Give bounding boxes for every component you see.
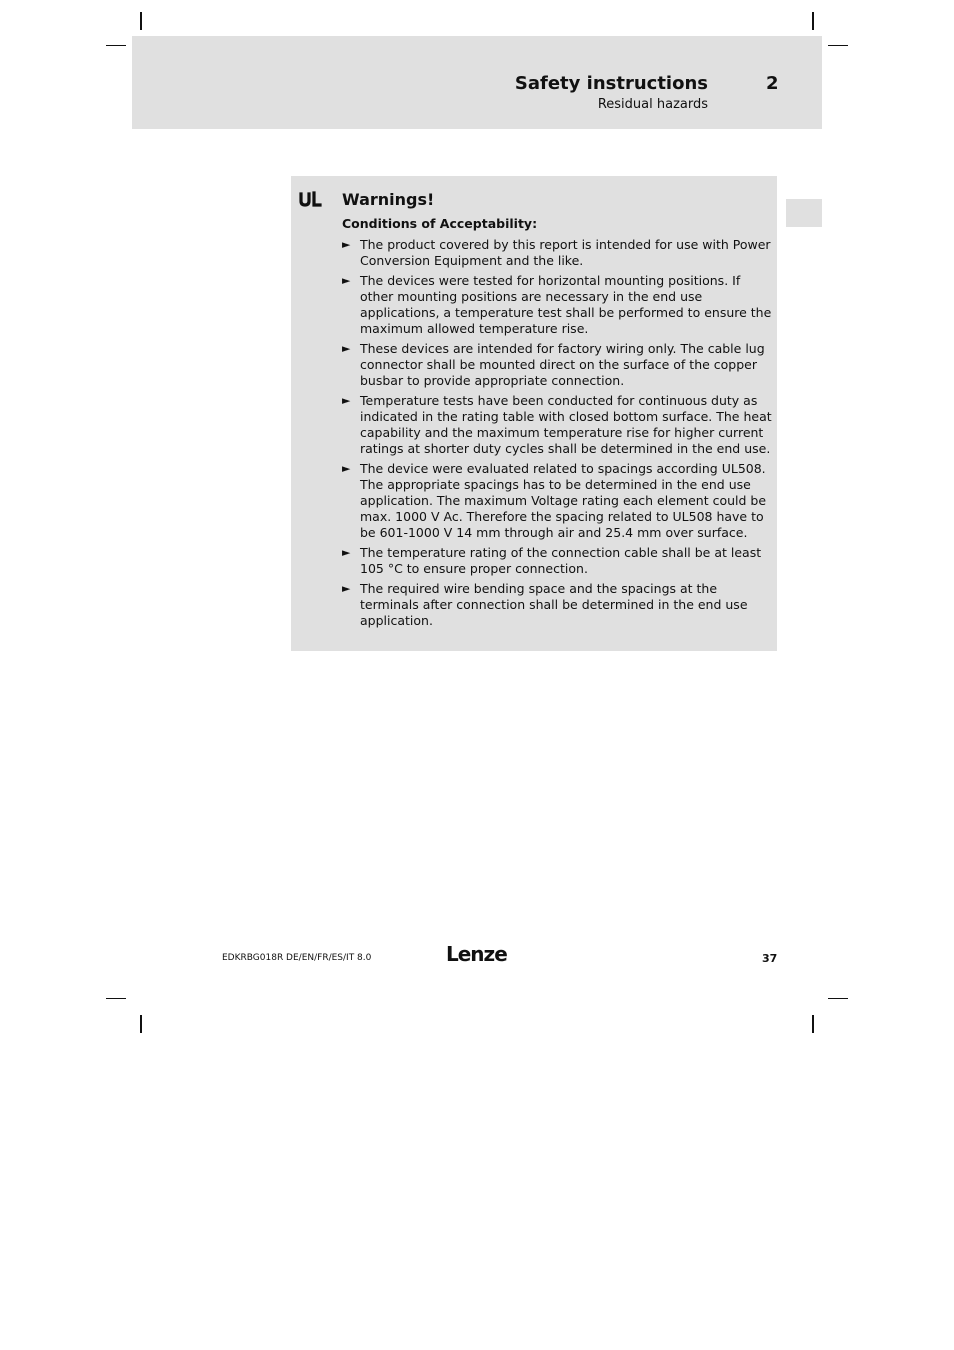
bullet-arrow-icon: ► [342, 546, 351, 559]
section-subtitle: Residual hazards [597, 97, 708, 112]
bullet-arrow-icon: ► [342, 238, 351, 251]
crop-mark [812, 12, 814, 30]
list-item-text: Temperature tests have been conducted for continuous duty as indicated in the rating table with closed bottom surface. The heat capability and the maximum temperature rise for higher current ratings at shorter duty cycles shall be determined in the end use. [360, 393, 772, 456]
conditions-heading: Conditions of Acceptability: [342, 216, 538, 231]
crop-mark [106, 45, 126, 46]
crop-mark [812, 1015, 814, 1033]
chapter-number: 2 [766, 73, 779, 94]
chapter-side-tab [786, 199, 822, 227]
warning-title: Warnings! [342, 190, 435, 209]
list-item [342, 237, 772, 269]
list-item-text: The product covered by this report is intended for use with Power Conversion Equipment and the like. [360, 237, 771, 268]
chapter-title: Safety instructions [514, 73, 708, 94]
header-band [132, 36, 822, 129]
list-item [342, 273, 772, 337]
ul-listing-icon [297, 190, 323, 208]
bullet-list [342, 237, 772, 633]
bullet-arrow-icon: ► [342, 394, 351, 407]
list-item-text: These devices are intended for factory wiring only. The cable lug connector shall be mounted direct on the surface of the copper busbar to provide appropriate connection. [360, 341, 765, 388]
bullet-arrow-icon: ► [342, 582, 351, 595]
crop-mark [828, 45, 848, 46]
list-item [342, 545, 772, 577]
list-item [342, 393, 772, 457]
list-item-text: The devices were tested for horizontal mounting positions. If other mounting positions are necessary in the end use applications, a temperature test shall be performed to ensure the maximum allowed temperature rise. [360, 273, 772, 336]
bullet-arrow-icon: ► [342, 342, 351, 355]
crop-mark [140, 1015, 142, 1033]
page-number: 37 [762, 952, 778, 965]
bullet-arrow-icon: ► [342, 274, 351, 287]
bullet-arrow-icon: ► [342, 462, 351, 475]
crop-mark [140, 12, 142, 30]
warning-box [291, 176, 777, 651]
list-item [342, 461, 772, 541]
list-item-text: The required wire bending space and the spacings at the terminals after connection shall be determined in the end use application. [360, 581, 748, 628]
lenze-logo: Lenze [446, 942, 507, 966]
list-item-text: The temperature rating of the connection cable shall be at least 105 °C to ensure proper connection. [360, 545, 762, 576]
list-item-text: The device were evaluated related to spacings according UL508. The appropriate spacings has to be determined in the end use application. The maximum Voltage rating each element could be max. 1000 V Ac. Therefore the spacing related to UL508 have to be 601-1000 V 14 mm through air and 25.4 mm over surface. [360, 461, 767, 540]
crop-mark [828, 998, 848, 999]
crop-mark [106, 998, 126, 999]
list-item [342, 341, 772, 389]
list-item [342, 581, 772, 629]
document-id: EDKRBG018R DE/EN/FR/ES/IT 8.0 [222, 953, 372, 963]
